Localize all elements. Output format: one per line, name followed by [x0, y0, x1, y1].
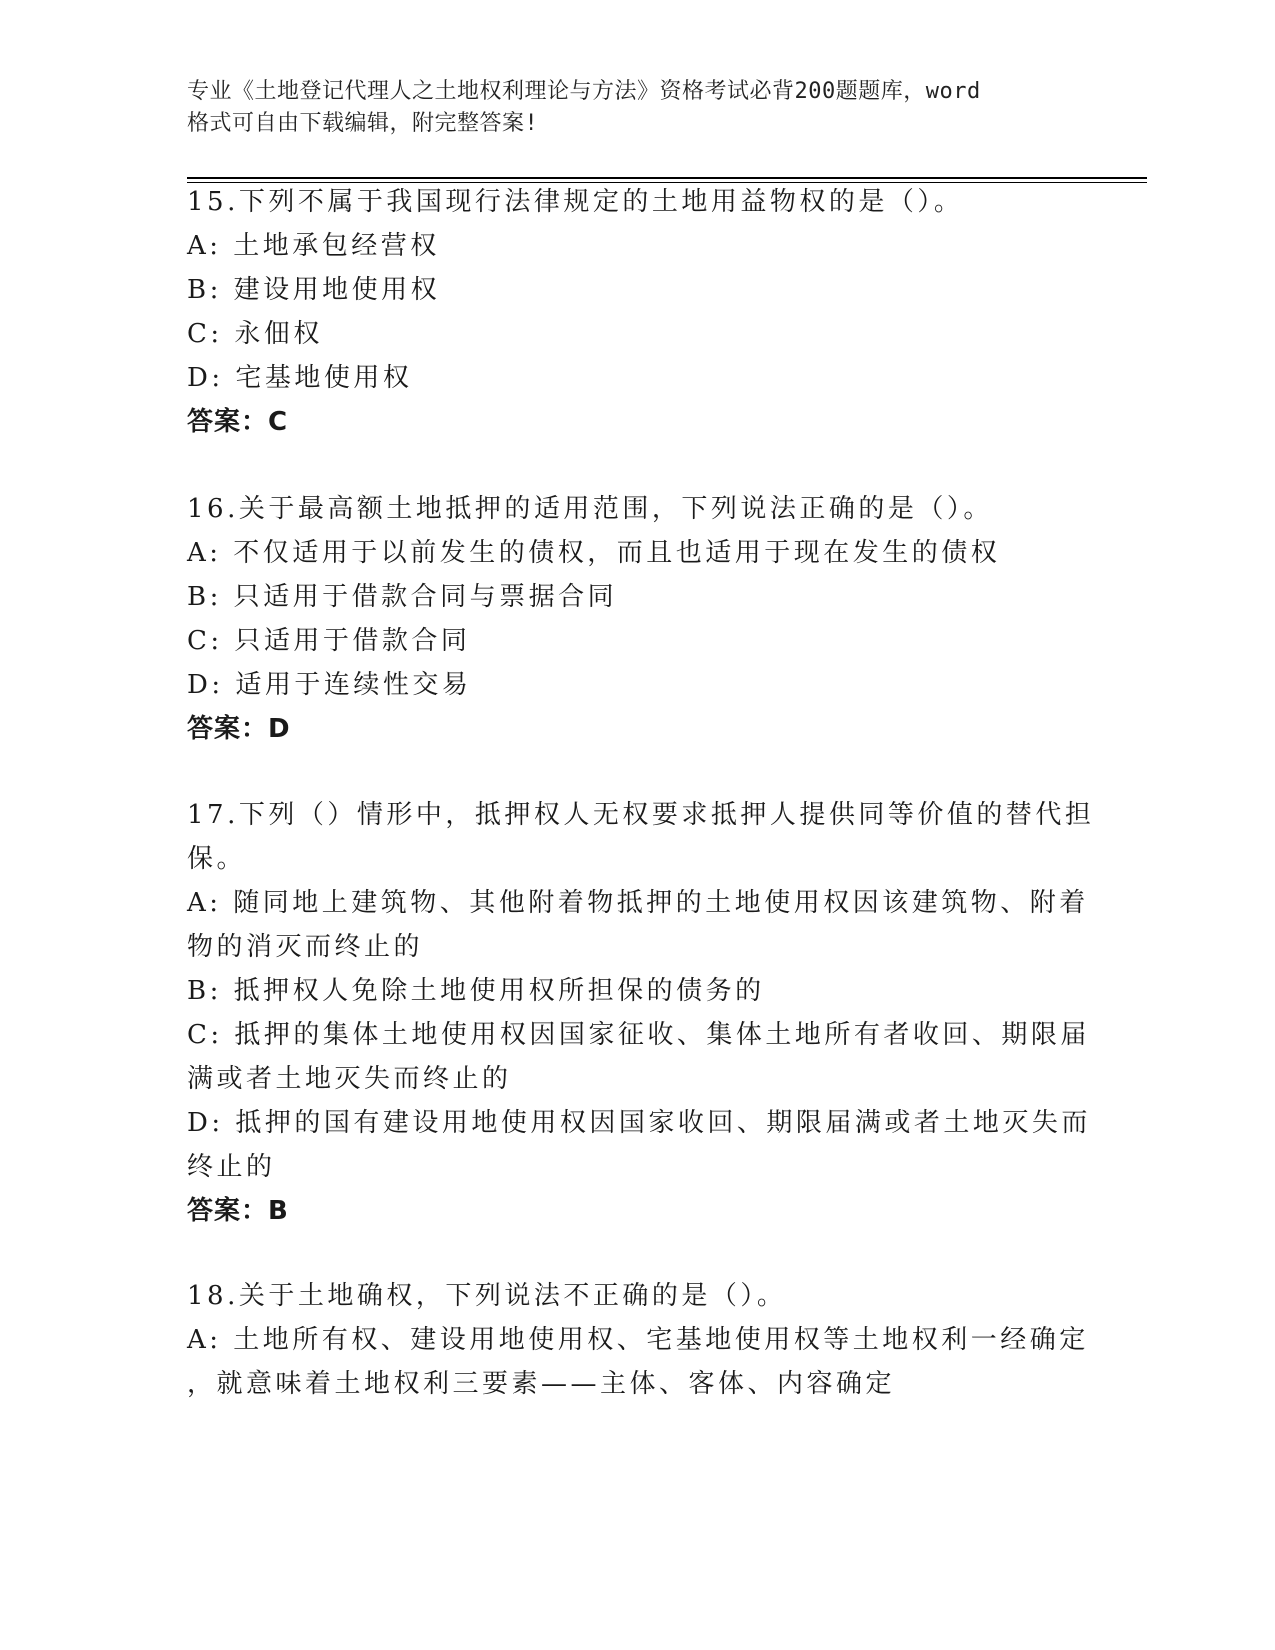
question-17-option-d-line-1: D: 抵押的国有建设用地使用权因国家收回、期限届满或者土地灭失而 [187, 1108, 1091, 1138]
question-16-option-a: A: 不仅适用于以前发生的债权，而且也适用于现在发生的债权 [187, 538, 1001, 568]
question-17-option-c-line-2: 满或者土地灭失而终止的 [187, 1064, 512, 1094]
question-17-option-d-line-2: 终止的 [187, 1152, 276, 1182]
question-17-option-a-line-2: 物的消灭而终止的 [187, 932, 424, 962]
header-divider-thin [187, 182, 1147, 183]
question-15-option-b: B: 建设用地使用权 [187, 275, 441, 305]
header-line-1: 专业《土地登记代理人之土地权利理论与方法》资格考试必背200题题库，word [187, 79, 981, 104]
question-17-answer: 答案：B [187, 1196, 289, 1226]
question-18-stem: 18.关于土地确权，下列说法不正确的是（）。 [187, 1281, 787, 1311]
document-header [187, 76, 1067, 140]
question-16-option-d: D: 适用于连续性交易 [187, 670, 472, 700]
question-15-stem: 15.下列不属于我国现行法律规定的土地用益物权的是（）。 [187, 187, 964, 217]
question-17-option-c-line-1: C: 抵押的集体土地使用权因国家征收、集体土地所有者收回、期限届 [187, 1020, 1090, 1050]
header-line-2: 格式可自由下载编辑，附完整答案! [187, 111, 539, 136]
question-17-stem-line-2: 保。 [187, 844, 247, 874]
question-15-answer: 答案：C [187, 407, 289, 437]
question-16-stem: 16.关于最高额土地抵押的适用范围，下列说法正确的是（）。 [187, 494, 993, 524]
question-16-option-b: B: 只适用于借款合同与票据合同 [187, 582, 618, 612]
question-15-option-c: C: 永佃权 [187, 319, 323, 349]
question-16-option-c: C: 只适用于借款合同 [187, 626, 471, 656]
question-18-option-a-line-1: A: 土地所有权、建设用地使用权、宅基地使用权等土地权利一经确定 [187, 1325, 1089, 1355]
question-15-option-d: D: 宅基地使用权 [187, 363, 413, 393]
question-17-option-a-line-1: A: 随同地上建筑物、其他附着物抵押的土地使用权因该建筑物、附着 [187, 888, 1089, 918]
question-15-option-a: A: 土地承包经营权 [187, 231, 440, 261]
question-17-option-b: B: 抵押权人免除土地使用权所担保的债务的 [187, 976, 765, 1006]
question-17-stem-line-1: 17.下列（）情形中，抵押权人无权要求抵押人提供同等价值的替代担 [187, 800, 1095, 830]
question-16-answer: 答案：D [187, 714, 291, 744]
question-18-option-a-line-2: ，就意味着土地权利三要素——主体、客体、内容确定 [187, 1369, 896, 1399]
header-divider-thick [187, 177, 1147, 179]
